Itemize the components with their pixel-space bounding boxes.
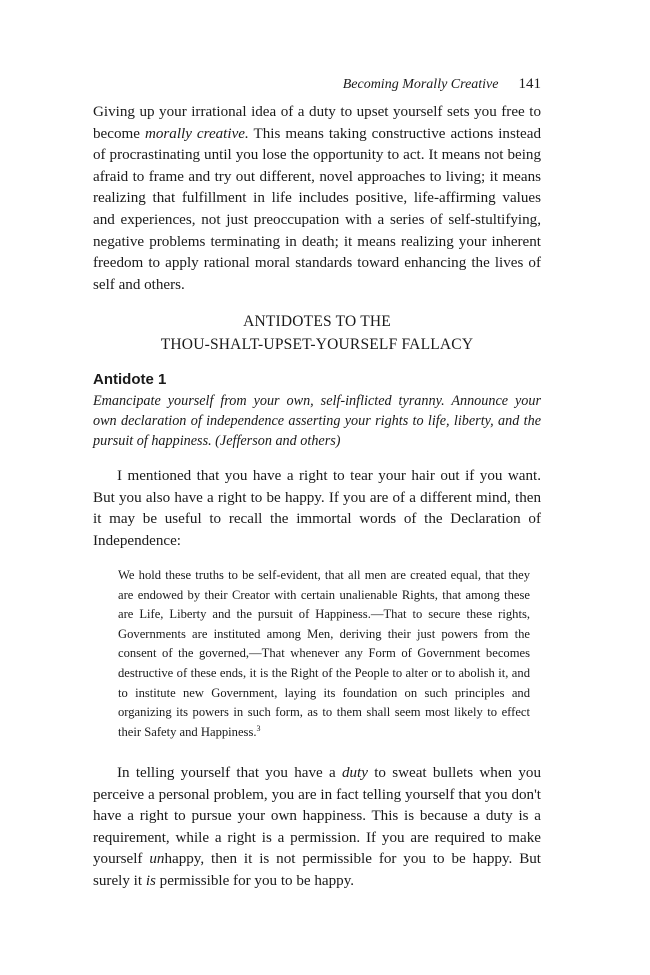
p3-text-1: In telling yourself that you have a	[117, 765, 342, 781]
antidote-title: Antidote 1	[93, 371, 167, 388]
paragraph-3	[93, 763, 541, 893]
p3-emphasis-duty: duty	[341, 765, 368, 781]
p3-emphasis-is: is	[145, 872, 156, 889]
section-heading-line-1: ANTIDOTES TO THE	[243, 313, 391, 330]
footnote-marker: 3	[256, 723, 261, 733]
intro-text-1: Giving up your irrational idea of a duty to upset yourself sets you free to become	[93, 104, 541, 142]
page-number: 141	[518, 76, 541, 92]
section-heading	[93, 310, 541, 356]
p3-emphasis-un: un	[149, 851, 165, 868]
running-head	[93, 76, 541, 93]
paragraph-2: I mentioned that you have a right to tear your hair out if you want. But you also have a right to be happy. If you are of a different mind, then it may be useful to recall the immortal words of the Declaration of Independence:	[93, 468, 541, 549]
intro-emphasis: morally creative.	[144, 125, 249, 142]
p3-text-3: happy, then it is not permissible for you to be happy. But surely it	[93, 851, 542, 889]
p3-text-4: permissible for you to be happy.	[155, 872, 355, 889]
declaration-block-quote	[118, 566, 530, 742]
running-title: Becoming Morally Creative	[342, 77, 499, 92]
antidote-quote: Emancipate yourself from your own, self-inflicted tyranny. Announce your own declaration of independence asserting your rights to life, liberty, and the pursuit of happiness. (Jefferson and others)	[93, 393, 541, 449]
p3-text-2: to sweat bullets when you perceive a personal problem, you are in fact telling yourself that you don't have a right to pursue your own happiness. This is because a duty is a requirement, while a right is a permission. If you are required to make yourself	[93, 765, 541, 868]
intro-paragraph	[93, 102, 541, 296]
block-quote-text: We hold these truths to be self-evident, that all men are created equal, that they are endowed by their Creator with certain unalienable Rights, that among these are Life, Liberty and the pursuit of Happiness.—That to secure these rights, Governments are instituted among Men, deriving their just powers from the consent of the governed,—That whenever any Form of Government becomes destructive of these ends, it is the Right of the People to alter or to abolish it, and to institute new Government, laying its foundation on such principles and organizing its powers in such form, as to them shall seem most likely to effect their Safety and Happiness.	[118, 568, 530, 739]
intro-text-2: This means taking constructive actions instead of procrastinating until you lose the opportunity to act. It means not being afraid to frame and try out different, novel approaches to living; it means realizing that fulfillment in life includes positive, life-affirming values and experiences, not just preoccupation with a series of self-stultifying, negative problems terminating in death; it means realizing your inherent freedom to apply rational moral standards toward enhancing the lives of self and others.	[93, 125, 541, 293]
section-heading-line-2: THOU-SHALT-UPSET-YOURSELF FALLACY	[160, 336, 474, 353]
